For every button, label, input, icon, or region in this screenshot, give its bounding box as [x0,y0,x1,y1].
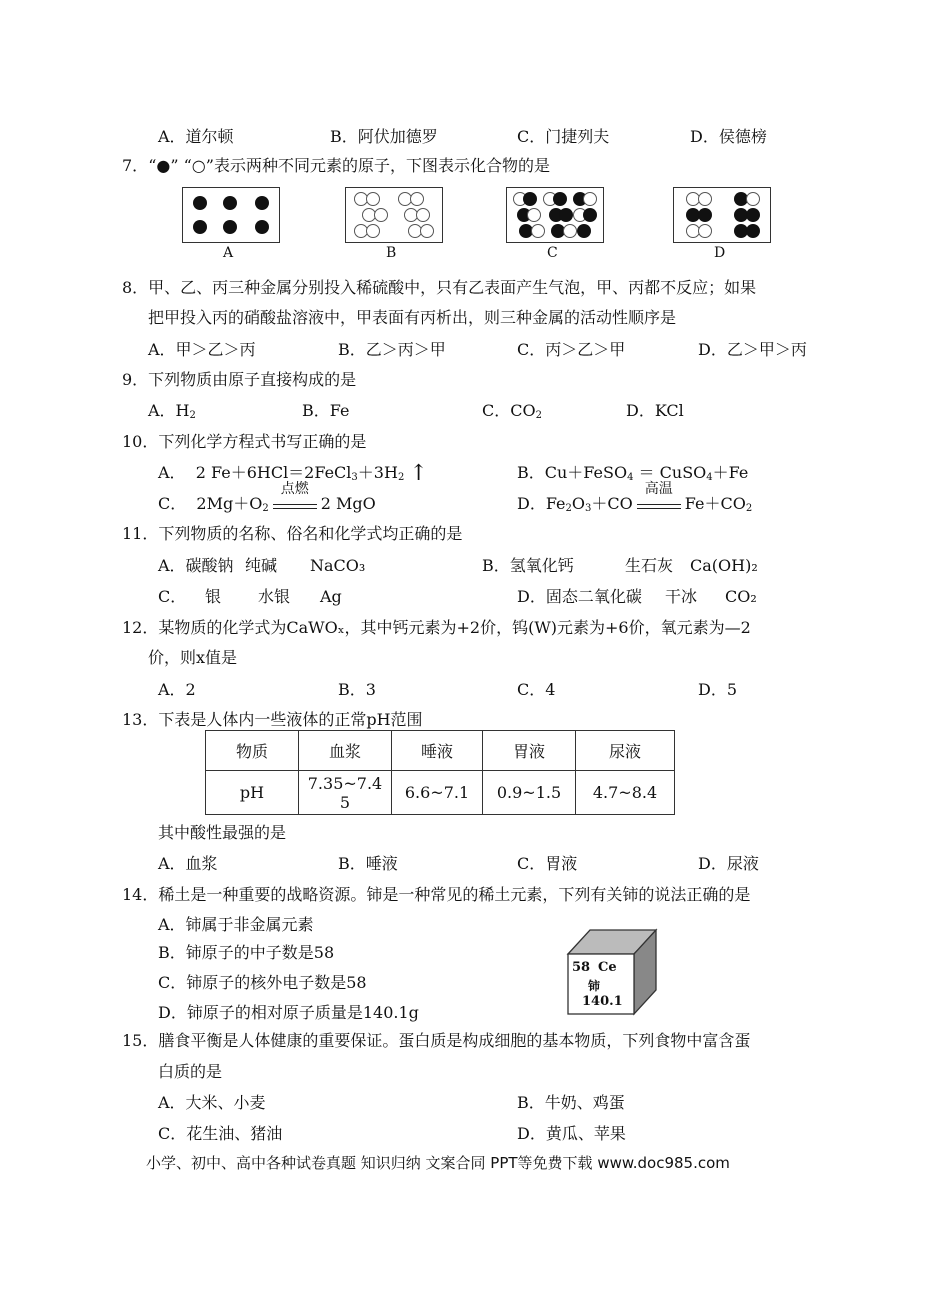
q7-diagram-c [506,187,604,243]
q7-label-c: C [547,245,558,261]
q11-option-c-letter: C． [158,587,187,606]
q11-option-a-name: A．碳酸钠 [158,556,234,575]
q12-stem-line1: 12．某物质的化学式为CaWOₓ，其中钙元素为+2价，钨(W)元素为+6价，氧元素为—2 [122,618,751,637]
q7-label-d: D [714,245,726,261]
ph-table-header: 物质 [206,731,299,771]
q15-option-d: D．黄瓜、苹果 [517,1124,626,1143]
ph-table-header: 血浆 [299,731,392,771]
q14-option-b: B．铈原子的中子数是58 [158,943,335,962]
q12-option-a: A．2 [158,680,196,699]
ph-cell-saliva: 6.6~7.1 [392,771,483,815]
q7-number: 7． [122,156,149,175]
q14-stem: 14．稀土是一种重要的战略资源。铈是一种常见的稀土元素，下列有关铈的说法正确的是 [122,885,751,904]
q7-stem-text: 表示两种不同元素的原子，下图表示化合物的是 [213,156,550,175]
q13-option-a: A．血浆 [158,854,218,873]
q7-stem [122,156,550,176]
ph-cell-gastric: 0.9~1.5 [483,771,576,815]
q10-option-a: A． 2 $Fe+6HCl=2FeCl_3+3H_2$ ↑ [158,461,428,486]
q11-option-a-formula: NaCO₃ [310,556,366,575]
ph-table-header: 尿液 [576,731,675,771]
ph-table-header: 唾液 [392,731,483,771]
q10-stem: 10．下列化学方程式书写正确的是 [122,432,367,451]
q11-stem: 11．下列物质的名称、俗名和化学式均正确的是 [122,524,463,543]
q11-option-d-name: D．固态二氧化碳 [517,587,642,606]
q11-option-d-common: 干冰 [665,587,698,606]
ph-cell-plasma: 7.35~7.4 5 [299,771,392,815]
q9-option-d: D．KCl [626,401,684,420]
q15-option-c: C．花生油、猪油 [158,1124,283,1143]
q7-diagram-a [182,187,280,243]
q9-option-c: C．$CO_2$ [482,401,542,421]
q9-stem: 9．下列物质由原子直接构成的是 [122,370,357,389]
q7-diagram-d [673,187,771,243]
page-footer: 小学、初中、高中各种试卷真题 知识归纳 文案合同 PPT等免费下载 www.doc985.com [146,1154,730,1172]
ph-table [205,730,675,815]
q12-option-c: C．4 [517,680,556,699]
q11-option-c-name: 银 [205,587,222,606]
q14-option-a: A．铈属于非金属元素 [158,915,314,934]
ph-cell-urine: 4.7~8.4 [576,771,675,815]
q8-option-b: B．乙＞丙＞甲 [338,340,446,359]
q7-label-b: B [386,245,397,261]
q11-option-b-formula: Ca(OH)₂ [690,556,758,575]
q15-option-b: B．牛奶、鸡蛋 [517,1093,625,1112]
q11-option-a-common: 纯碱 [245,556,278,575]
q6-option-c: C．门捷列夫 [517,127,610,146]
ph-row-label: pH [206,771,299,815]
q9-option-b: B．Fe [302,401,350,420]
q11-option-c-common: 水银 [258,587,291,606]
q8-stem-line2: 把甲投入丙的硝酸盐溶液中，甲表面有丙析出，则三种金属的活动性顺序是 [148,308,677,327]
q10-d-condition: 高温 [637,495,681,509]
cube-symbol: Ce [598,960,617,975]
q7-diagram-b [345,187,443,243]
q8-stem-line1: 8．甲、乙、丙三种金属分别投入稀硫酸中，只有乙表面产生气泡，甲、丙都不反应；如果 [122,278,757,297]
q11-option-c-formula: Ag [320,587,342,606]
q14-option-d: D．铈原子的相对原子质量是140.1g [158,1003,419,1022]
q13-after-text: 其中酸性最强的是 [158,823,287,842]
black-atom-symbol: “●” [148,156,179,175]
q15-stem-line1: 15．膳食平衡是人体健康的重要保证。蛋白质是构成细胞的基本物质，下列食物中富含蛋 [122,1031,751,1050]
q11-option-b-name: B．氢氧化钙 [482,556,574,575]
q13-option-c: C．胃液 [517,854,578,873]
q12-option-d: D．5 [698,680,738,699]
q13-option-b: B．唾液 [338,854,398,873]
q8-option-d: D．乙＞甲＞丙 [698,340,807,359]
q8-option-a: A．甲＞乙＞丙 [148,340,256,359]
cube-atomic-number: 58 [572,960,591,975]
q6-option-b: B．阿伏加德罗 [330,127,438,146]
q10-option-d: D．$Fe_2O_3+CO$ 高温 $Fe+CO_2$ [517,481,753,514]
q6-option-d: D．侯德榜 [690,127,767,146]
q13-option-d: D．尿液 [698,854,759,873]
cube-element-name: 铈 [588,979,601,993]
q6-option-a: A．道尔顿 [158,127,234,146]
q15-option-a: A．大米、小麦 [158,1093,266,1112]
q11-option-d-formula: CO₂ [725,587,757,606]
q10-option-b: B．Cu＋FeSO$_4$ ＝ CuSO$_4$＋Fe [517,463,749,483]
q9-option-a: A．$H_2$ [148,401,196,421]
q7-label-a: A [223,245,234,261]
ph-table-header: 胃液 [483,731,576,771]
q14-option-c: C．铈原子的核外电子数是58 [158,973,367,992]
q10-c-condition: 点燃 [273,495,317,509]
q8-option-c: C．丙＞乙＞甲 [517,340,626,359]
white-atom-symbol: “○” [183,156,214,175]
cube-atomic-mass: 140.1 [582,994,623,1009]
q12-option-b: B．3 [338,680,376,699]
q10-option-c: C． $2Mg+O_2$ 点燃 2 MgO [158,481,376,514]
q13-stem: 13．下表是人体内一些液体的正常pH范围 [122,710,423,729]
q11-option-b-common: 生石灰 [625,556,674,575]
q15-stem-line2: 白质的是 [158,1062,223,1081]
q12-stem-line2: 价，则x值是 [148,648,238,667]
